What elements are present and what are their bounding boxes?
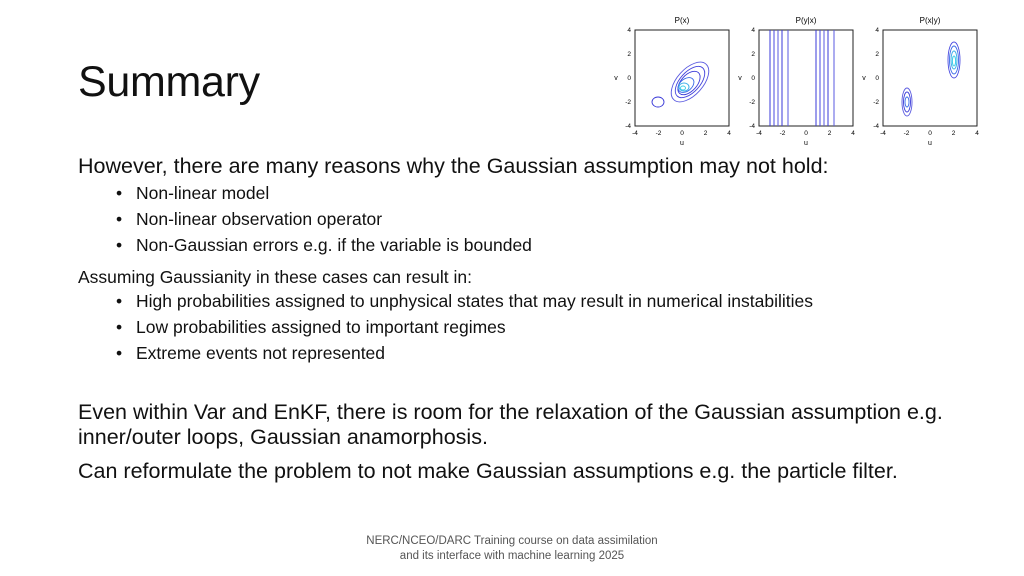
y-axis-label: v: [614, 75, 618, 82]
intro-text: However, there are many reasons why the Gaussian assumption may not hold:: [78, 154, 829, 178]
x-tick-label: 0: [680, 130, 684, 137]
footer-line-1: NERC/NCEO/DARC Training course on data assimilation: [366, 535, 658, 547]
y-tick-label: -4: [873, 123, 879, 130]
contour-figures: [612, 12, 982, 152]
x-tick-label: 4: [727, 130, 731, 137]
y-tick-label: 4: [751, 27, 755, 34]
y-axis-label: v: [862, 75, 866, 82]
paragraph-particle-filter: Can reformulate the problem to not make Gaussian assumptions e.g. the particle filter.: [78, 459, 898, 483]
x-tick-label: 2: [951, 130, 956, 137]
y-tick-label: 4: [875, 27, 879, 34]
y-tick-label: 0: [875, 75, 879, 82]
x-axis-label: u: [928, 140, 932, 147]
y-tick-label: -4: [625, 123, 631, 130]
prior-contours: [652, 55, 716, 108]
x-tick-label: 4: [975, 130, 979, 137]
paragraph-relaxation: Even within Var and EnKF, there is room for the relaxation of the Gaussian assumption e.g. inner/outer loops, Gaussian anamorphosis.: [78, 400, 943, 449]
x-axis-label: u: [804, 140, 808, 147]
plot-likelihood: [736, 12, 854, 152]
footer-line-2: and its interface with machine learning 2025: [399, 550, 625, 562]
x-tick-label: 0: [928, 130, 932, 137]
plot-prior: [612, 12, 730, 152]
y-tick-label: 0: [627, 75, 631, 82]
x-tick-label: -2: [655, 130, 662, 137]
list-item: • Low probabilities assigned to important regimes: [78, 314, 978, 340]
slide-title: Summary: [78, 58, 260, 106]
x-tick-label: -2: [779, 130, 786, 137]
x-tick-label: -4: [756, 130, 762, 137]
consequences-list: [78, 288, 978, 366]
y-tick-label: 2: [627, 51, 631, 58]
x-tick-label: -2: [903, 130, 910, 137]
x-tick-label: -4: [632, 130, 638, 137]
reasons-list: [78, 180, 978, 258]
x-tick-label: 2: [827, 130, 832, 137]
x-tick-label: -4: [880, 130, 886, 137]
y-tick-label: 0: [751, 75, 755, 82]
footer: [0, 534, 1024, 564]
contour-plot-likelihood: [736, 12, 854, 152]
posterior-contours: [902, 42, 960, 116]
list-item: • Extreme events not represented: [78, 340, 978, 366]
consequence-intro: Assuming Gaussianity in these cases can result in:: [78, 267, 472, 287]
plot-prior-title: P(x): [674, 16, 690, 25]
x-tick-label: 4: [851, 130, 855, 137]
plot-likelihood-title: P(y|x): [795, 16, 817, 25]
slide-body: [78, 153, 978, 484]
likelihood-contours: [770, 30, 834, 126]
list-item: • High probabilities assigned to unphysical states that may result in numerical instabilities: [78, 288, 978, 314]
x-tick-label: 0: [804, 130, 808, 137]
y-tick-label: -4: [749, 123, 755, 130]
list-item: • Non-linear model: [78, 180, 978, 206]
x-axis-label: u: [680, 140, 684, 147]
y-tick-label: -2: [749, 99, 755, 106]
y-tick-label: -2: [873, 99, 879, 106]
list-item: • Non-Gaussian errors e.g. if the variable is bounded: [78, 232, 978, 258]
y-tick-label: 2: [751, 51, 755, 58]
plot-posterior-title: P(x|y): [919, 16, 941, 25]
plot-posterior: [860, 12, 978, 152]
y-tick-label: 2: [875, 51, 879, 58]
y-axis-label: v: [738, 75, 742, 82]
contour-plot-posterior: [860, 12, 978, 152]
list-item: • Non-linear observation operator: [78, 206, 978, 232]
x-tick-label: 2: [703, 130, 708, 137]
y-tick-label: 4: [627, 27, 631, 34]
y-tick-label: -2: [625, 99, 631, 106]
contour-plot-prior: [612, 12, 730, 152]
